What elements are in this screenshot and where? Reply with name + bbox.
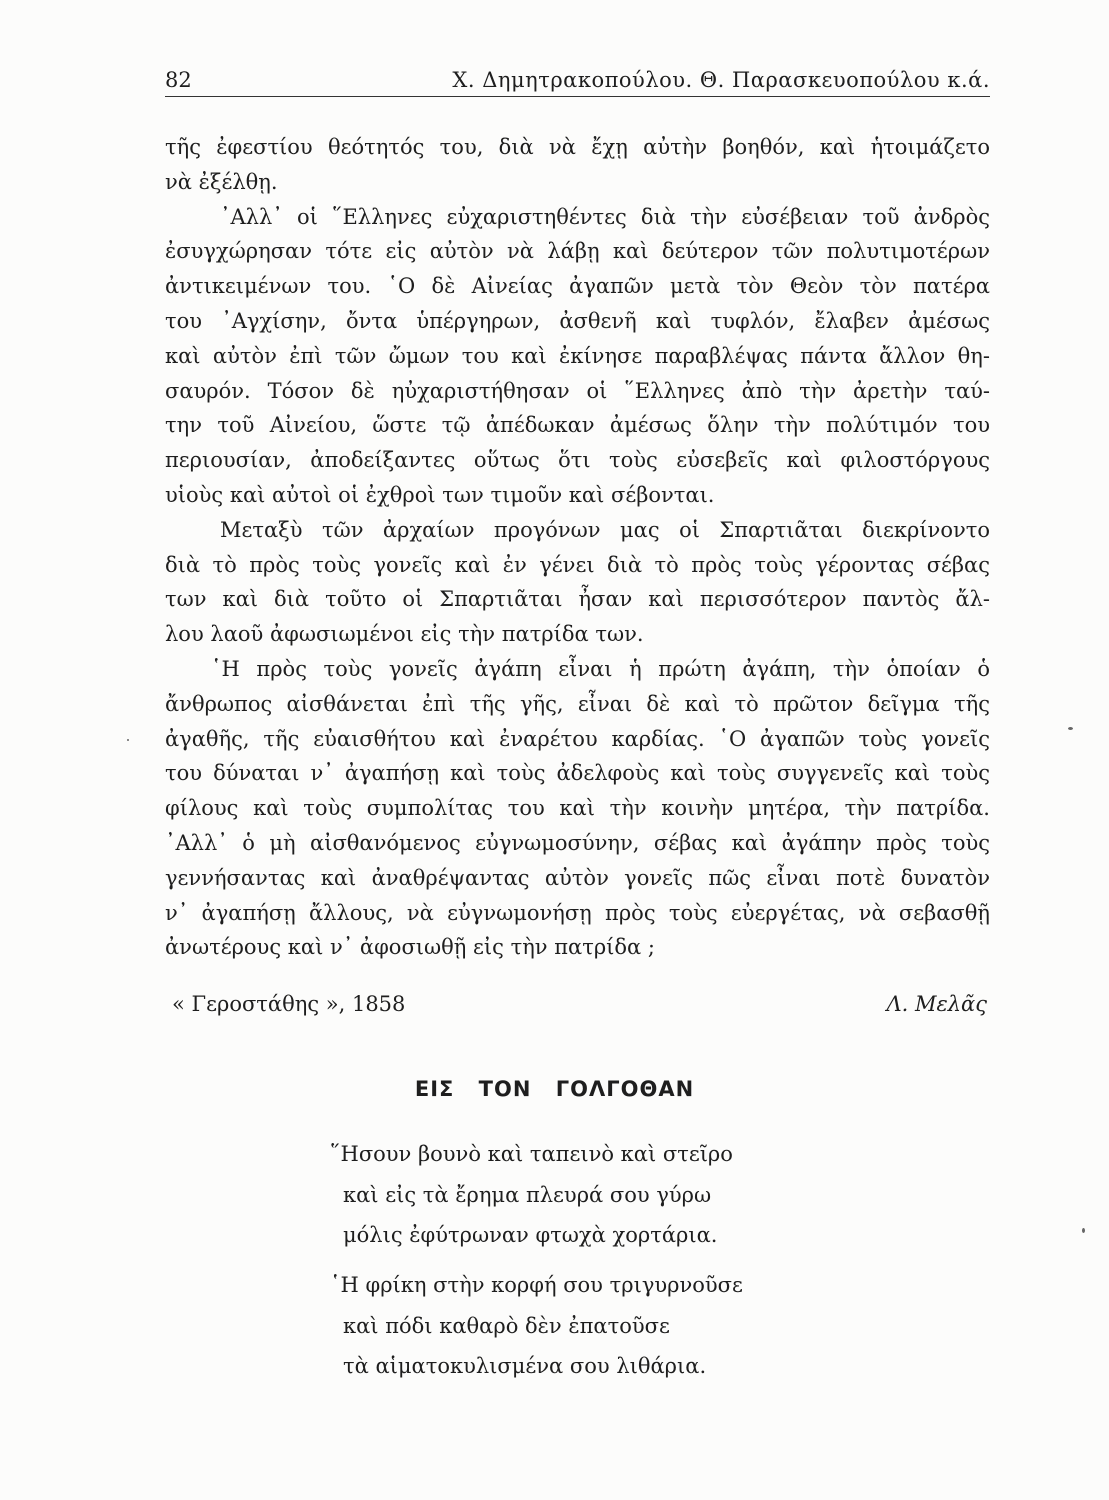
citation	[172, 992, 987, 1022]
running-head: Χ. Δημητρακοπούλου. Θ. Παρασκευοπούλου κ.ά.	[452, 68, 990, 92]
text-line: ἀντικειμένων του. ῾Ο δὲ Αἰνείας ἀγαπῶν μετὰ τὸν Θεὸν τὸν πατέρα	[165, 274, 990, 299]
text-line: ᾿Αλλ᾿ ὁ μὴ αἰσθανόμενος εὐγνωμοσύνην, σέβας καὶ ἀγάπην πρὸς τοὺς	[165, 830, 990, 855]
scan-speck	[127, 739, 129, 741]
text-line: ν᾿ ἀγαπήσῃ ἄλλους, νὰ εὐγνωμονήσῃ πρὸς τοὺς εὐεργέτας, νὰ σεβασθῇ	[165, 900, 990, 925]
scan-speck	[1068, 727, 1073, 730]
poem-title-word: ΤΟΝ	[478, 1077, 532, 1101]
text-line: λου λαοῦ ἀφωσιωμένοι εἰς τὴν πατρίδα των.	[165, 622, 644, 647]
page-number: 82	[165, 68, 192, 92]
text-line: υἱοὺς καὶ αὐτοὶ οἱ ἐχθροὶ των τιμοῦν καὶ σέβονται.	[165, 482, 715, 507]
verse-line: ῾Η φρίκη στὴν κορφή σου τριγυρνοῦσε	[330, 1273, 743, 1297]
text-line: των καὶ διὰ τοῦτο οἱ Σπαρτιᾶται ἦσαν καὶ περισσότερον παντὸς ἄλ-	[165, 587, 990, 612]
text-line: Μεταξὺ τῶν ἀρχαίων προγόνων μας οἱ Σπαρτιᾶται διεκρίνοντο	[220, 517, 990, 542]
text-line: φίλους καὶ τοὺς συμπολίτας του καὶ τὴν κοινὴν μητέρα, τὴν πατρίδα.	[165, 796, 990, 821]
poem-stanza-2	[330, 1265, 830, 1387]
poem-title-word: ΕΙΣ	[414, 1077, 455, 1101]
verse-line: καὶ πόδι καθαρὸ δὲν ἐπατοῦσε	[343, 1313, 670, 1338]
text-line: καὶ αὐτὸν ἐπὶ τῶν ὤμων του καὶ ἐκίνησε παραβλέψας πάντα ἄλλον θη-	[165, 343, 990, 368]
text-line: του δύναται ν᾿ ἀγαπήσῃ καὶ τοὺς ἀδελφοὺς καὶ τοὺς συγγενεῖς καὶ τοὺς	[165, 761, 990, 786]
text-line: περιουσίαν, ἀποδείξαντες οὕτως ὅτι τοὺς εὐσεβεῖς καὶ φιλοστόργους	[165, 448, 990, 473]
scan-speck	[1082, 1228, 1085, 1233]
poem-title	[0, 1077, 1109, 1101]
text-line: ᾿Αλλ᾿ οἱ ῞Ελληνες εὐχαριστηθέντες διὰ τὴν εὐσέβειαν τοῦ ἀνδρὸς	[220, 204, 990, 229]
prose-text	[165, 130, 990, 965]
poem-stanza-1	[330, 1134, 830, 1256]
text-line: την τοῦ Αἰνείου, ὥστε τῷ ἀπέδωκαν ἀμέσως ὅλην τὴν πολύτιμόν του	[165, 413, 990, 438]
text-line: ἐσυγχώρησαν τότε εἰς αὐτὸν νὰ λάβῃ καὶ δεύτερον τῶν πολυτιμοτέρων	[165, 239, 990, 264]
text-line: ἀγαθῆς, τῆς εὐαισθήτου καὶ ἐναρέτου καρδίας. ῾Ο ἀγαπῶν τοὺς γονεῖς	[165, 726, 990, 751]
text-line: σαυρόν. Τόσον δὲ ηὐχαριστήθησαν οἱ ῞Ελληνες ἀπὸ τὴν ἀρετὴν ταύ-	[165, 378, 990, 403]
verse-line: ῞Ησουν βουνὸ καὶ ταπεινὸ καὶ στεῖρο	[330, 1142, 733, 1166]
text-line: ἀνωτέρους καὶ ν᾿ ἀφοσιωθῇ εἰς τὴν πατρίδα ;	[165, 935, 655, 960]
verse-line: τὰ αἱματοκυλισμένα σου λιθάρια.	[343, 1354, 707, 1378]
text-line: ἄνθρωπος αἰσθάνεται ἐπὶ τῆς γῆς, εἶναι δὲ καὶ τὸ πρῶτον δεῖγμα τῆς	[165, 691, 990, 716]
text-line: διὰ τὸ πρὸς τοὺς γονεῖς καὶ ἐν γένει διὰ τὸ πρὸς τοὺς γέροντας σέβας	[165, 552, 990, 577]
text-line: γεννήσαντας καὶ ἀναθρέψαντας αὐτὸν γονεῖς πῶς εἶναι ποτὲ δυνατὸν	[165, 865, 990, 890]
citation-source: « Γεροστάθης », 1858	[172, 992, 406, 1016]
text-line: του ᾿Αγχίσην, ὄντα ὑπέργηρων, ἀσθενῆ καὶ τυφλόν, ἔλαβεν ἀμέσως	[165, 308, 990, 333]
page-header	[165, 62, 990, 97]
citation-author: Λ. Μελᾶς	[886, 992, 987, 1016]
verse-line: μόλις ἐφύτρωναν φτωχὰ χορτάρια.	[343, 1223, 718, 1247]
text-line: ῾Η πρὸς τοὺς γονεῖς ἀγάπη εἶναι ἡ πρώτη ἀγάπη, τὴν ὁποίαν ὁ	[211, 656, 990, 681]
verse-line: καὶ εἰς τὰ ἔρημα πλευρά σου γύρω	[343, 1182, 712, 1207]
text-line: τῆς ἐφεστίου θεότητός του, διὰ νὰ ἔχῃ αὐτὴν βοηθόν, καὶ ἡτοιμάζετο	[165, 135, 990, 159]
text-line: νὰ ἐξέλθῃ.	[165, 169, 278, 194]
poem-title-word: ΓΟΛΓΟΘΑΝ	[555, 1077, 695, 1101]
